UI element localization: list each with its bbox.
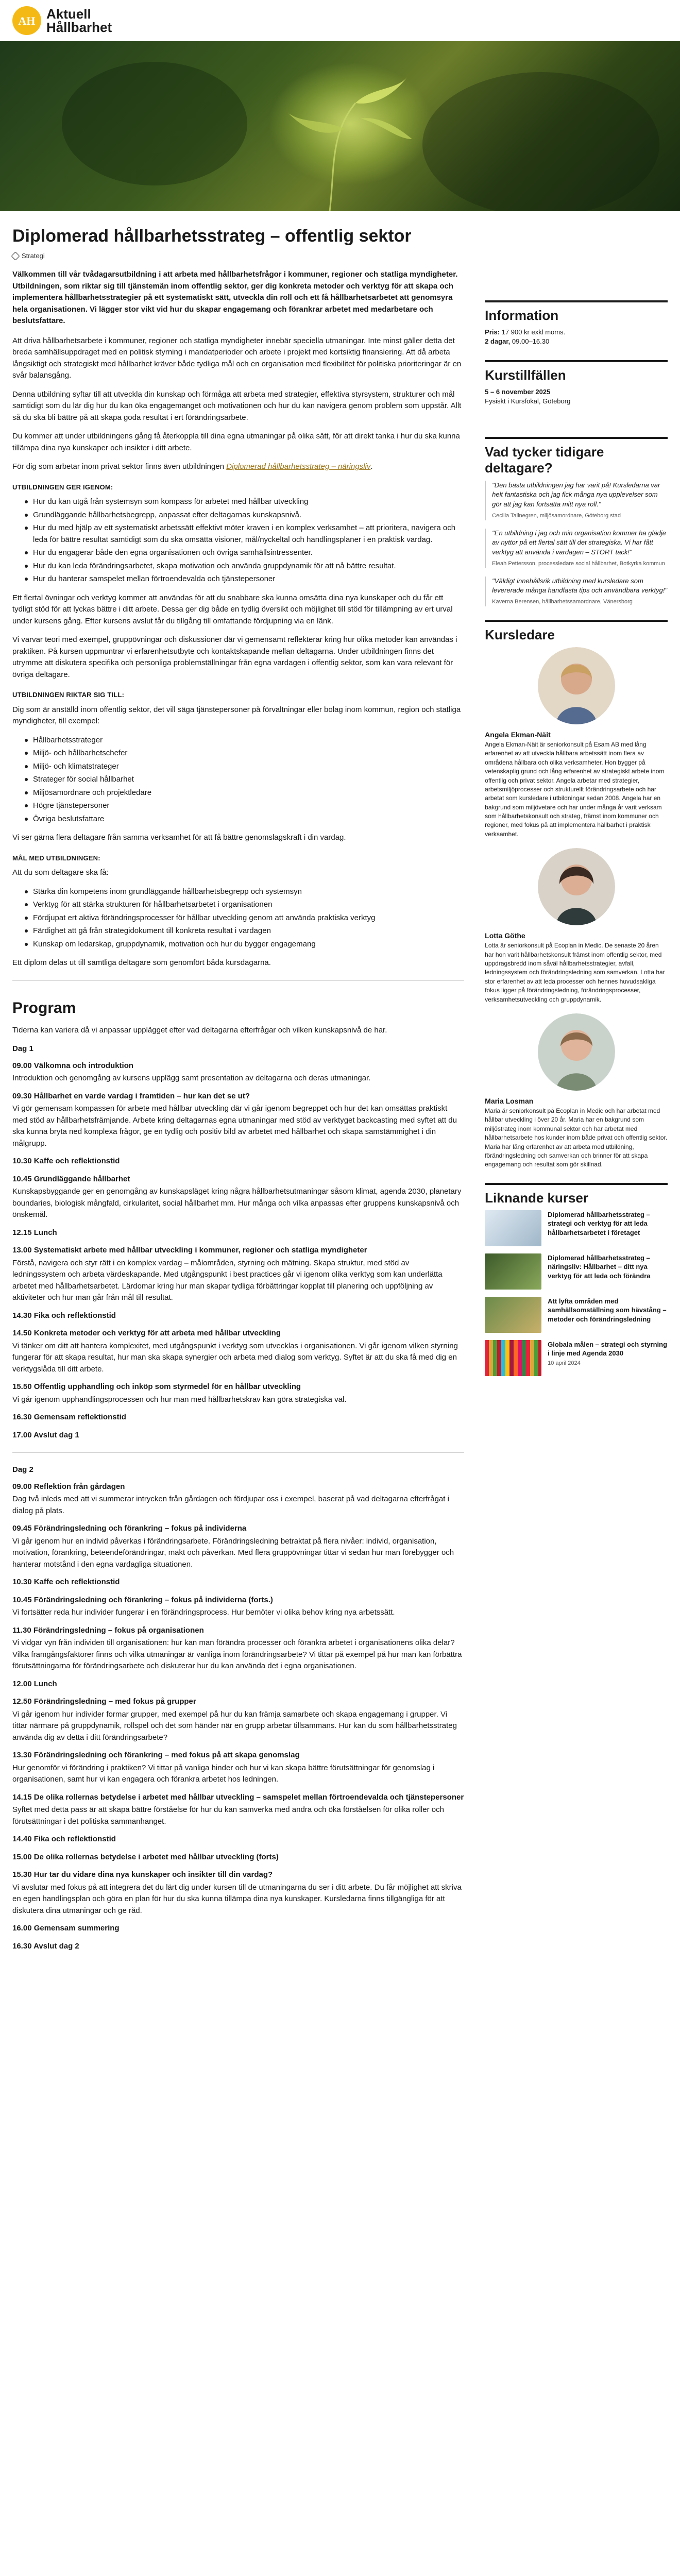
logo-line-1: Aktuell xyxy=(46,6,91,22)
list-item: Verktyg för att stärka strukturen för hållbarhetsarbetet i organisationen xyxy=(25,899,464,911)
intro-paragraph-3: Du kommer att under utbildningens gång få återkoppla till dina egna utmaningar på olika sätt, för att direkt tanka i hur du ska kunna tillämpa dina nya kunskaper och insikter i ditt arbete. xyxy=(12,432,460,452)
program-session xyxy=(12,1869,464,1917)
session-description: Vi avslutar med fokus på att integrera det du lärt dig under kursen till de utmaningarna du ser i ditt arbete. Du får möjlighet att skriva en egen handlingsplan och göra en plan för hur du ska kunna tillämpa dina nya kunskaper. Kursledarna finns tillgängliga för att diskutera dina utmaningar och ge råd. xyxy=(12,1883,462,1915)
goals-heading: MÅL MED UTBILDNINGEN: xyxy=(12,854,100,862)
category-tag-label: Strategi xyxy=(22,251,45,260)
days-label: 2 dagar, xyxy=(485,337,511,346)
category-tag[interactable] xyxy=(12,251,464,261)
program-session xyxy=(12,1625,464,1672)
course-title: Diplomerad hållbarhetsstrateg – näringsliv: Hållbarhet – ditt nya verktyg för att leda och förändra xyxy=(548,1253,651,1280)
related-course-item[interactable] xyxy=(485,1297,668,1333)
testimonial-author: Eleah Pettersson, processledare social hållbarhet, Botkyrka kommun xyxy=(492,561,665,567)
section-divider xyxy=(12,980,464,981)
session-title: 16.30 Avslut dag 2 xyxy=(12,1941,79,1951)
list-item: Hållbarhetsstrateger xyxy=(25,735,464,747)
avatar xyxy=(538,848,615,925)
testimonial-author: Cecilia Tallnegren, miljösamordnare, Göteborg stad xyxy=(492,513,621,519)
testimonial-quote: "En utbildning i jag och min organisation kommer ha glädje av nyttor på ett flertal sätt till det strategiska. Vi har fått verktyg att använda i vardagen – STORT tack!" xyxy=(492,529,666,556)
avatar xyxy=(538,1013,615,1091)
list-item: Kunskap om ledarskap, gruppdynamik, motivation och hur du bygger engagemang xyxy=(25,939,464,951)
session-title: 15.30 Hur tar du vidare dina nya kunskaper och insikter till din vardag? xyxy=(12,1870,273,1879)
course-title: Att lyfta områden med samhällsomställning som hävstång – metoder och förändringsledning xyxy=(548,1297,667,1323)
intro-paragraph-2: Denna utbildning syftar till att utveckla din kunskap och förmåga att arbeta med strategier, effektiva styrsystem, strukturer och mål samtidigt som du lär dig hur du kan öka engagemanget och motivationen och hur du kan navigera genom problem som uppstår. Allt så du ska bli bättre på att skapa goda resultat i ert förändringsarbete. xyxy=(12,389,462,422)
session-description: Vi går igenom upphandlingsprocessen och hur man med hållbarhetskrav kan göra strategiska val. xyxy=(12,1395,347,1404)
logo-mark: AH xyxy=(12,6,41,35)
testimonial-quote: "Den bästa utbildningen jag har varit på! Kursledarna var helt fantastiska och jag fick många nya upplevelser som gör att jag kan fortsätta mitt nya roll." xyxy=(492,481,660,509)
leader-name: Maria Losman xyxy=(485,1096,534,1105)
session-description: Vi gör gemensam kompassen för arbete med hållbar utveckling där vi går igenom begreppet och hur det kan omsättas praktiskt med stöd av hållbarhetsfrämjande. Arbete kring deltagarnas egna utmaningar med stöd av verktyget backcasting med syftet att du ska kunna bryta ned komplexa frågor, ge en tydlig och positiv bild av arbetet med hållbarhet och skapa samstämmighet i din målgrupp. xyxy=(12,1104,457,1148)
course-thumbnail xyxy=(485,1297,541,1333)
related-courses-title: Liknande kurser xyxy=(485,1190,589,1206)
intro-p4-suffix: . xyxy=(370,462,373,471)
sidebar xyxy=(485,226,668,1958)
program-title: Program xyxy=(12,999,76,1016)
price-value: 17 900 kr exkl moms. xyxy=(501,328,566,336)
list-item: Stärka din kompetens inom grundläggande hållbarhetsbegrepp och systemsyn xyxy=(25,886,464,898)
session-title: 11.30 Förändringsledning – fokus på organisationen xyxy=(12,1625,204,1635)
audience-heading: UTBILDNINGEN RIKTAR SIG TILL: xyxy=(12,691,125,699)
leader-name: Lotta Göthe xyxy=(485,931,525,940)
program-session xyxy=(12,1523,464,1570)
program-session xyxy=(12,1245,464,1304)
testimonial xyxy=(485,577,668,606)
leader-name: Angela Ekman-Näit xyxy=(485,730,551,739)
list-item: Hur du med hjälp av ett systematiskt arbetssätt effektivt möter kraven i en komplex verksamhet – att prioritera, navigera och leda för bättre resultat samtidigt som du ska omsätta visioner, mål/nyckeltal och handlingsplaner i en praktisk vardag. xyxy=(25,522,464,546)
list-item: Hur du hanterar samspelet mellan förtroendevalda och tjänstepersoner xyxy=(25,573,464,585)
site-header xyxy=(0,0,680,41)
program-session xyxy=(12,1595,464,1619)
session-title: 14.50 Konkreta metoder och verktyg för att arbeta med hållbar utveckling xyxy=(12,1329,281,1338)
program-session xyxy=(12,1174,464,1221)
testimonial xyxy=(485,529,668,568)
learn-list xyxy=(25,496,464,585)
session-title: 17.00 Avslut dag 1 xyxy=(12,1430,79,1439)
leader-card xyxy=(485,647,668,839)
course-dates-box xyxy=(485,360,668,406)
session-description: Dag två inleds med att vi summerar intrycken från gårdagen och fördjupar oss i exempel, baserat på vad deltagarna efterfrågat i dialog på plats. xyxy=(12,1495,449,1515)
program-session xyxy=(12,1792,464,1828)
audience-after: Vi ser gärna flera deltagare från samma verksamhet för att få bättre genomslagskraft i din vardag. xyxy=(12,833,346,842)
course-title: Diplomerad hållbarhetsstrateg – strategi och verktyg för att leda hållbarhetsarbetet i företaget xyxy=(548,1210,650,1236)
program-intro: Tiderna kan variera då vi anpassar upplägget efter vad deltagarna efterfrågar och vilken kunskapsnivå de har. xyxy=(12,1025,387,1035)
related-course-item[interactable] xyxy=(485,1340,668,1376)
related-course-link[interactable]: Diplomerad hållbarhetsstrateg – näringsliv xyxy=(226,462,371,471)
hero-plant-illustration xyxy=(0,41,680,211)
list-item: Övriga beslutsfattare xyxy=(25,814,464,825)
program-session xyxy=(12,1091,464,1150)
section-divider xyxy=(12,1452,464,1453)
session-title: 14.30 Fika och reflektionstid xyxy=(12,1311,116,1320)
goals-list xyxy=(25,886,464,951)
intro-p4-prefix: För dig som arbetar inom privat sektor finns även utbildningen xyxy=(12,462,225,471)
intro-paragraph-4 xyxy=(12,461,464,473)
session-description: Syftet med detta pass är att skapa bättre förståelse för hur du kan samverka med andra och öka förståelsen för olika roller och förutsättningar i det politiska sammanhanget. xyxy=(12,1805,444,1826)
tag-icon xyxy=(11,251,20,260)
program-session xyxy=(12,1750,464,1786)
day-2-schedule xyxy=(12,1481,464,1953)
program-session xyxy=(12,1577,464,1588)
session-title: 10.30 Kaffe och reflektionstid xyxy=(12,1578,120,1587)
list-item: Miljö- och klimatstrateger xyxy=(25,761,464,773)
session-title: 09.00 Reflektion från gårdagen xyxy=(12,1482,125,1491)
list-item: Hur du engagerar både den egna organisationen och övriga samhällsintressenter. xyxy=(25,547,464,559)
learn-after: Ett flertal övningar och verktyg kommer att användas för att du snabbare ska kunna omsätta dina nya kunskaper och du får ett tydligt stöd för att lyckas bättre i ditt arbete. Dessa ger dig både en tydlig översikt och möjlighet till stöd för tillämpning av ert urval under kursens gång. Efter kursens avslut får du tillgång till omfattande fördjupning via en länk. xyxy=(12,593,453,625)
testimonial xyxy=(485,481,668,520)
list-item: Hur du kan leda förändringsarbetet, skapa motivation och använda gruppdynamik för att nå bättre resultat. xyxy=(25,561,464,572)
course-title: Globala målen – strategi och styrning i linje med Agenda 2030 xyxy=(548,1340,668,1358)
leader-card xyxy=(485,1013,668,1170)
day-2-label: Dag 2 xyxy=(12,1465,33,1475)
days-value: 09.00–16.30 xyxy=(512,337,550,346)
session-title: 12.15 Lunch xyxy=(12,1228,57,1237)
page-title: Diplomerad hållbarhetsstrateg – offentlig sektor xyxy=(12,226,412,246)
course-place: Fysiskt i Kursfokal, Göteborg xyxy=(485,397,571,405)
session-description: Hur genomför vi förändring i praktiken? Vi tittar på vanliga hinder och hur vi kan skapa bättre förutsättningar för genomslag i organisationen, samt hur vi kan engagera och förankra arbetet hos ledningen. xyxy=(12,1763,435,1784)
course-thumbnail xyxy=(485,1340,541,1376)
list-item: Högre tjänstepersoner xyxy=(25,800,464,812)
session-title: 14.40 Fika och reflektionstid xyxy=(12,1835,116,1844)
testimonials-title: Vad tycker tidigare deltagare? xyxy=(485,444,604,476)
session-description: Introduktion och genomgång av kursens upplägg samt presentation av deltagarna och deras utmaningar. xyxy=(12,1074,371,1083)
site-logo[interactable] xyxy=(12,6,112,35)
goals-after: Ett diplom delas ut till samtliga deltagare som genomfört båda kursdagarna. xyxy=(12,958,271,968)
info-box xyxy=(485,300,668,347)
program-session xyxy=(12,1679,464,1690)
session-description: Vi går igenom hur individer formar grupper, med exempel på hur du kan främja samarbete och skapa engagemang i grupper. Vi tittar närmare på gruppdynamik, rollspel och det som händer när en grupp arbetar tillsammans. Hur kan du som hållbarhetsstrateg använda dig av detta i ditt förändringsarbete? xyxy=(12,1709,457,1742)
session-title: 09.30 Hållbarhet en varde vardag i framtiden – hur kan det se ut? xyxy=(12,1091,250,1100)
logo-text xyxy=(46,7,112,34)
session-title: 10.45 Förändringsledning och förankring – fokus på individerna (forts.) xyxy=(12,1595,273,1604)
course-dates-title: Kurstillfällen xyxy=(485,367,566,383)
article-content xyxy=(12,226,464,1958)
related-course-item[interactable] xyxy=(485,1210,668,1246)
program-session xyxy=(12,1060,464,1084)
info-title: Information xyxy=(485,308,559,323)
goals-intro: Att du som deltagare ska få: xyxy=(12,868,109,877)
program-session xyxy=(12,1156,464,1167)
hero-image xyxy=(0,41,680,211)
price-label: Pris: xyxy=(485,328,500,336)
learn-after-2: Vi varvar teori med exempel, gruppövningar och diskussioner där vi gemensamt reflekterar kring hur olika metoder kan användas i praktiken. På kursen uppmuntrar vi erfarenhetsutbyte och kontaktskapande mellan deltagarna. Under utbildningen finns det utrymme att diskutera specifika och personliga problemställningar från egna vardagen i offentlig sektor, som kan vara relevant för övriga deltagare. xyxy=(12,635,457,679)
leader-bio: Lotta är seniorkonsult på Ecoplan in Medic. De senaste 20 åren har hon varit hållbarhetskonsult främst inom offentlig sektor, med uppdragsbredd inom såväl hållbarhetsstrategier, avfall, ledningssystem och förändringsledning som samverkan. Lotta har stor erfarenhet av att leda processer och hennes huvudsakliga fokus ligger på förändringsledning, förändringsprocesser, verksamhetsutveckling och gruppdynamik. xyxy=(485,942,665,1003)
duration-row xyxy=(485,337,668,346)
program-session xyxy=(12,1481,464,1517)
session-title: 10.45 Grundläggande hållbarhet xyxy=(12,1174,130,1183)
list-item: Strateger för social hållbarhet xyxy=(25,774,464,786)
course-date: 10 april 2024 xyxy=(548,1360,581,1366)
leader-card xyxy=(485,848,668,1004)
session-description: Vi tänker om ditt att hantera komplexitet, med utgångspunkt i verktyg som utvecklas i organisationen. Vi går igenom vilken styrning fungerar för att skapa resultat, hur man ska skapa synergier och arbeta med dialog som verktyg. Syftet är att du ska få med dig en verktygslåda till ditt arbete. xyxy=(12,1341,458,1374)
session-description: Kunskapsbyggande ger en genomgång av kunskapsläget kring några hållbarhetsutmaningar såsom klimat, agenda 2030, planetary boundaries, biologisk mångfald, cirkularitet, social hållbarhet mm. Hur många och vilka anpassas efter gruppens kunskapsnivå och önskemål. xyxy=(12,1187,462,1219)
program-session xyxy=(12,1412,464,1423)
session-title: 13.00 Systematiskt arbete med hållbar utveckling i kommuner, regioner och statliga myndigheter xyxy=(12,1246,367,1255)
list-item: Miljö- och hållbarhetschefer xyxy=(25,748,464,759)
session-title: 12.50 Förändringsledning – med fokus på grupper xyxy=(12,1697,196,1706)
session-title: 15.50 Offentlig upphandling och inköp som styrmedel för en hållbar utveckling xyxy=(12,1382,301,1392)
session-title: 10.30 Kaffe och reflektionstid xyxy=(12,1157,120,1166)
session-title: 09.00 Välkomna och introduktion xyxy=(12,1061,134,1070)
logo-line-2: Hållbarhet xyxy=(46,20,112,35)
course-thumbnail xyxy=(485,1210,541,1246)
list-item: Färdighet att gå från strategidokument till konkreta resultat i vardagen xyxy=(25,925,464,937)
session-title: 09.45 Förändringsledning och förankring – fokus på individerna xyxy=(12,1524,247,1533)
session-title: 12.00 Lunch xyxy=(12,1679,57,1688)
list-item: Miljösamordnare och projektledare xyxy=(25,787,464,799)
session-title: 14.15 De olika rollernas betydelse i arbetet med hållbar utveckling – samspelet mellan förtroendevalda och tjänstepersoner xyxy=(12,1792,464,1802)
session-description: Vi går igenom hur en individ påverkas i förändringsarbete. Förändringsledning betraktat på flera nivåer: individ, organisation, motivation, förankring, beteendeförändringar, makt och påverkan. Med flera gruppövningar tittar vi sedan hur man förebygger och hanterar motstånd i den egna vardagliga situationen. xyxy=(12,1536,454,1569)
course-leaders-title: Kursledare xyxy=(485,626,555,642)
program-session xyxy=(12,1834,464,1845)
leader-bio: Angela Ekman-Näit är seniorkonsult på Esam AB med lång erfarenhet av att utveckla hållbara arbetssätt inom flera av områdena hållbara och olika verksamheter. Hon bygger på vetenskaplig grund och lång erfarenhet av strategiskt arbete inom offentlig och privat sektor. Angela arbetar med strategier, arbetsmiljöprocesser och strukturellt förändringsarbete och har arbetat som kursledare i utbildningar sedan 2008. Angela har en bakgrund som miljövetare och har under många år varit verksam som hållbarhetskonsult och strateg, främst inom kommuner och regioner, med fokus på att implementera hållbarhet i praktisk verksamhet. xyxy=(485,740,665,838)
program-session xyxy=(12,1430,464,1442)
related-courses xyxy=(485,1183,668,1376)
program-session xyxy=(12,1941,464,1953)
audience-list xyxy=(25,735,464,825)
session-title: 13.30 Förändringsledning och förankring – med fokus på att skapa genomslag xyxy=(12,1751,300,1760)
related-course-item[interactable] xyxy=(485,1253,668,1290)
program-session xyxy=(12,1381,464,1405)
leader-bio: Maria är seniorkonsult på Ecoplan in Medic och har arbetat med hållbar utveckling i över 20 år. Maria har en bakgrund som miljöstrateg inom kommunal sektor och har arbetat med hållbarhetsarbete hos kunder inom både privat och offentlig sektor. Maria har lång erfarenhet av att arbeta med utbildning, förändringsledning och samverkan och brinner för att skapa engagemang och resultat som gör skillnad. xyxy=(485,1107,668,1168)
program-session xyxy=(12,1328,464,1375)
session-description: Vi vidgar vyn från individen till organisationen: hur kan man förändra processer och förankra arbetet i organisationens olika delar? Vilka framgångsfaktorer finns och vilka utmaningar är vanliga inom förändringsarbete? Vi tittar på exempel på hur man kan förbättra förutsättningarna för förändringsarbete och diskuterar hur du kan använda det i egna organisationen. xyxy=(12,1638,462,1671)
testimonial-author: Kaverna Berensen, hållbarhetssamordnare, Vänersborg xyxy=(492,599,633,605)
testimonial-quote: "Väldigt innehållsrik utbildning med kursledare som levererade många handfasta tips och användbara verktyg!" xyxy=(492,577,668,595)
course-date[interactable] xyxy=(485,387,668,397)
list-item: Fördjupat ert aktiva förändringsprocesser för hållbar utveckling genom att använda praktiska verktyg xyxy=(25,912,464,924)
program-session xyxy=(12,1852,464,1863)
session-title: 15.00 De olika rollernas betydelse i arbetet med hållbar utveckling (forts) xyxy=(12,1852,279,1861)
course-date-value: 5 – 6 november 2025 xyxy=(485,387,551,396)
session-title: 16.30 Gemensam reflektionstid xyxy=(12,1413,126,1422)
day-1-label: Dag 1 xyxy=(12,1044,33,1054)
audience-intro: Dig som är anställd inom offentlig sektor, det vill säga tjänstepersoner på förvaltningar eller bolag inom kommun, region och statliga myndigheter, till exempel: xyxy=(12,705,461,726)
program-session xyxy=(12,1696,464,1743)
intro-lead: Välkommen till vår tvådagarsutbildning i att arbeta med hållbarhetsfrågor i kommuner, regioner och statliga myndigheter. Utbildningen, som riktar sig till tjänstemän inom offentlig sektor, ger dig konkreta metoder och verktyg för att skapa och implementera hållbarhetsstrategier på ett systematiskt sätt, utveckla din roll och ett få hållbarhetsarbetet att genomsyra hela organisationen. Vi lägger stor vikt vid hur du skapar engagemang och förankrar arbetet med medarbetare och beslutsfattare. xyxy=(12,270,458,326)
session-description: Vi fortsätter reda hur individer fungerar i en förändringsprocess. Hur bemöter vi olika behov kring nya arbetssätt. xyxy=(12,1608,395,1617)
learn-heading: UTBILDNINGEN GER IGENOM: xyxy=(12,483,113,491)
list-item: Grundläggande hållbarhetsbegrepp, anpassat efter deltagarnas kunskapsnivå. xyxy=(25,510,464,521)
course-thumbnail xyxy=(485,1253,541,1290)
program-session xyxy=(12,1227,464,1239)
course-leaders xyxy=(485,620,668,1170)
page-main xyxy=(0,211,680,1979)
program-session xyxy=(12,1923,464,1935)
testimonials xyxy=(485,437,668,606)
list-item: Hur du kan utgå från systemsyn som kompass för arbetet med hållbar utveckling xyxy=(25,496,464,508)
session-title: 16.00 Gemensam summering xyxy=(12,1924,120,1933)
avatar xyxy=(538,647,615,724)
program-session xyxy=(12,1310,464,1322)
intro-paragraph-1: Att driva hållbarhetsarbete i kommuner, regioner och statliga myndigheter innebär speciella utmaningar. Inte minst gäller detta det breda samhällsuppdraget med en politisk styrning i mandatperioder och arbete i projekt med kortsiktig finansiering. Att då arbeta långsiktigt och strategiskt med hållbarhet kräver både tydliga mål och en organisation med flexibilitet för politiska prioriteringar är en svår balansgång. xyxy=(12,336,462,380)
price-row xyxy=(485,328,668,337)
session-description: Förstå, navigera och styr rätt i en komplex vardag – målområden, styrning och mätning. Skapa struktur, med stöd av ledningssystem och arbeta värdeskapande. Med utgångspunkt i best practices går vi igenom olika verktyg som kan underlätta arbetet med hållbarhetsarbetet. Lärdomar kring hur man skapar tydliga förbättringar kopplat till planering och uppföljning av aktiviteter och hur man går från mål till resultat. xyxy=(12,1258,443,1302)
day-1-schedule xyxy=(12,1060,464,1442)
